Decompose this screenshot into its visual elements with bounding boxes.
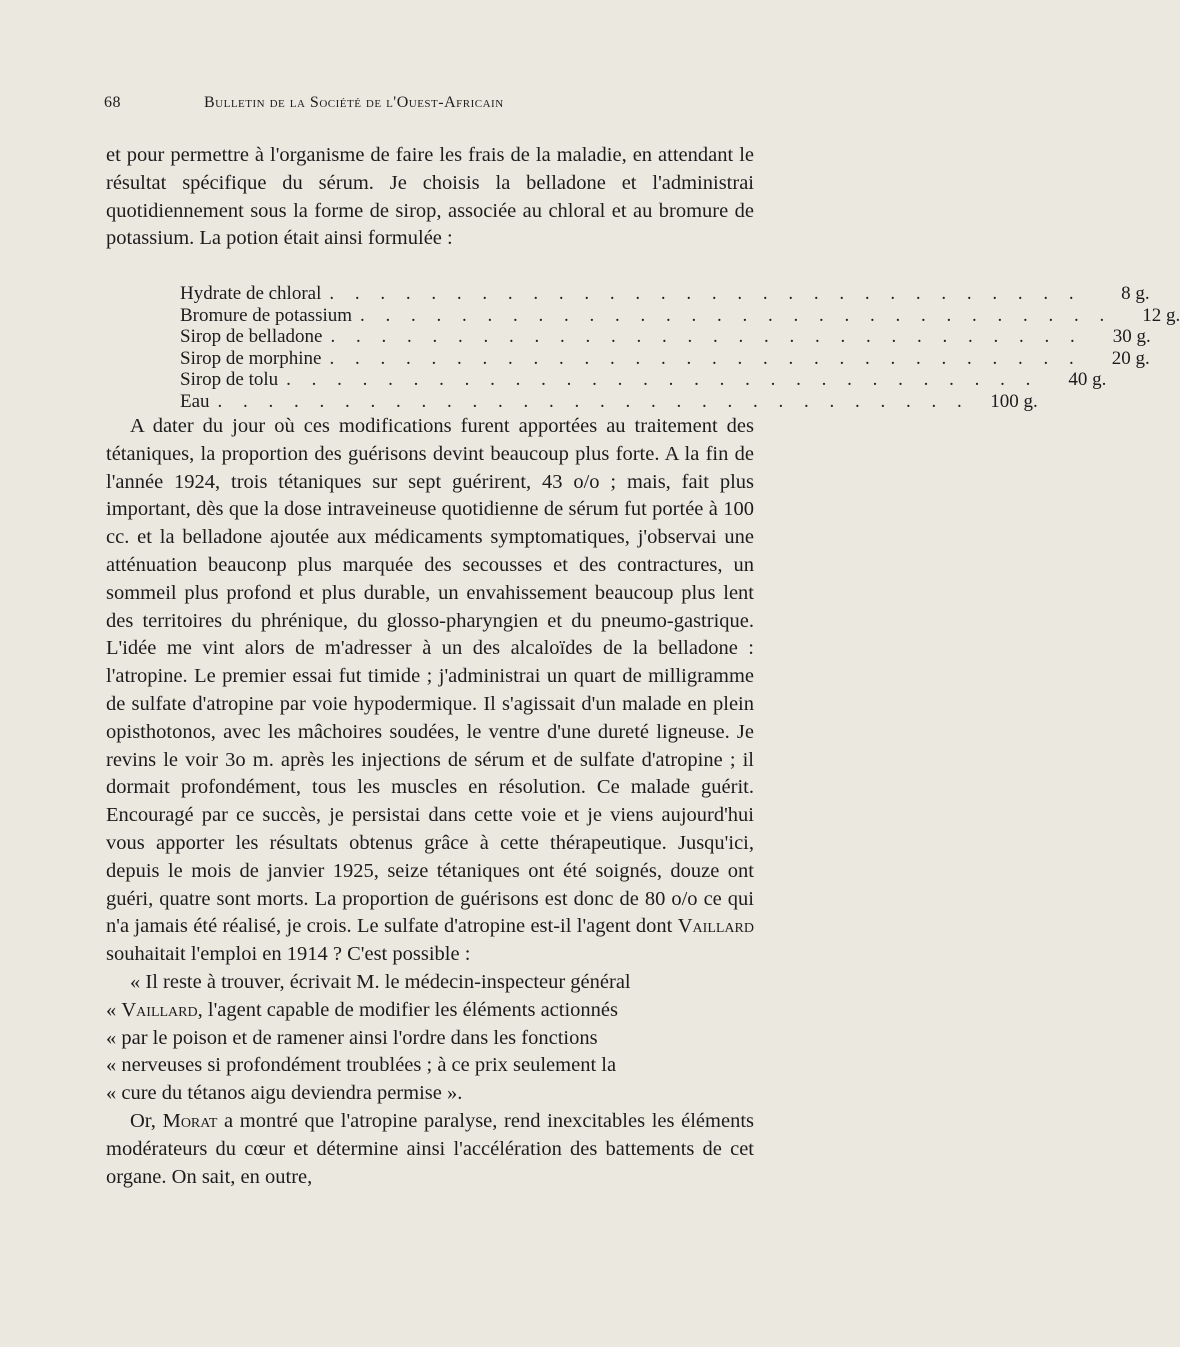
ingredient-name: Sirop de morphine — [180, 347, 322, 369]
ingredient-quantity: 20 g. — [1111, 347, 1150, 369]
dot-leader: . . . . . . . . . . . . . . . . . . . . . . . . . . . . . . — [217, 390, 970, 412]
main-paragraph: A dater du jour où ces modifications furent apportées au traitement des tétaniques, la proportion des guérisons devint beaucoup plus forte. A la fin de l'année 1924, trois tétaniques sur sept guérirent, 43 o/o ; mais, fait plus important, dès que la dose intraveineuse quotidienne de sérum fut portée à 100 cc. et la belladone ajoutée aux médicaments symptomatiques, j'observai une atténuation beauconp plus marquée des secousses et des contractures, un sommeil plus profond et plus durable, un envahissement beaucoup plus lent des territoires du phrénique, du glosso-pharyngien et du pneumo-gastrique. L'idée me vint alors de m'adresser à un des alcaloïdes de la belladone : l'atropine. Le premier essai fut timide ; j'administrai un quart de milligramme de sulfate d'atropine par voie hypodermique. Il s'agissait d'un malade en plein opisthotonos, avec les mâchoires soudées, le ventre d'une dureté ligneuse. Je revins le voir 3o m. après les injections de sérum et de sulfate d'atropine ; il dormait profondément, tous les muscles en résolution. Ce malade guérit. Encouragé par ce succès, je persistai dans cette voie et je viens aujourd'hui vous apporter les résultats obtenus grâce à cette thérapeutique. Jusqu'ici, depuis le mois de janvier 1925, seize tétaniques ont été soignés, douze ont guéri, quatre sont morts. La proportion de guérisons est donc de 80 o/o ce qui n'a jamais été réalisé, je crois. Le sulfate d'atropine est-il l'agent dont Vaillard souhaitait l'emploi en 1914 ? C'est possible : — [106, 415, 754, 966]
formula-row — [180, 283, 1150, 305]
ingredient-quantity: 12 g. — [1142, 304, 1180, 326]
quote-block: « Il reste à trouver, écrivait M. le médecin-inspecteur général « Vaillard, l'agent capable de modifier les éléments actionnés « par le poison et de ramener ainsi l'ordre dans les fonctions « nerveuses si profondément troublées ; à ce prix seulement la « cure du tétanos aigu deviendra permise ». — [106, 970, 631, 1105]
ingredient-quantity: 100 g. — [990, 390, 1038, 412]
dot-leader: . . . . . . . . . . . . . . . . . . . . . . . . . . . . . . — [329, 347, 1082, 369]
text-body — [106, 142, 754, 253]
quote-line: , l'agent capable de modifier les éléments actionnés — [197, 998, 618, 1021]
ingredient-quantity: 30 g. — [1112, 326, 1151, 347]
quote-line: « Il reste à trouver, écrivait M. le médecin-inspecteur général — [130, 970, 631, 993]
dot-leader: . . . . . . . . . . . . . . . . . . . . . . . . . . . . . . — [286, 369, 1039, 390]
formula-row — [180, 304, 1180, 327]
ingredient-name: Sirop de tolu — [180, 369, 279, 390]
ingredient-name: Bromure de potassium — [180, 304, 353, 326]
dot-leader: . . . . . . . . . . . . . . . . . . . . . . . . . . . . . . — [360, 304, 1113, 326]
ingredient-name: Sirop de belladone — [180, 326, 323, 347]
formula-row — [180, 326, 1151, 348]
dot-leader: . . . . . . . . . . . . . . . . . . . . . . . . . . . . . . — [329, 283, 1082, 304]
quote-line: « nerveuses si profondément troublées ; à ce prix seulement la — [106, 1054, 617, 1077]
potion-formula — [180, 283, 1180, 412]
ingredient-name: Eau — [180, 390, 210, 412]
text-body-continued — [106, 413, 754, 1191]
ingredient-quantity: 40 g. — [1068, 369, 1107, 390]
formula-row — [180, 347, 1150, 370]
quote-line: « par le poison et de ramener ainsi l'ordre dans les fonctions — [106, 1026, 598, 1049]
intro-paragraph: et pour permettre à l'organisme de faire les frais de la maladie, en attendant le résultat spécifique du sérum. Je choisis la belladone et l'administrai quotidiennement sous la forme de sirop, associée au chloral et au bromure de potassium. La potion était ainsi formulée : — [106, 144, 754, 250]
formula-row — [180, 369, 1107, 391]
dot-leader: . . . . . . . . . . . . . . . . . . . . . . . . . . . . . . — [330, 326, 1083, 347]
page-number: 68 — [104, 94, 121, 111]
running-title: Bulletin de la Société de l'Ouest-Africain — [204, 94, 504, 111]
quote-line: « cure du tétanos aigu deviendra permise ». — [106, 1082, 463, 1105]
author-name-morat: Morat — [162, 1109, 218, 1132]
ingredient-quantity: 8 g. — [1121, 283, 1150, 304]
last-paragraph: Or, Morat a montré que l'atropine paralyse, rend inexcitables les éléments modérateurs du cœur et détermine ainsi l'accélération des battements de cet organe. On sait, en outre, — [106, 1109, 754, 1188]
formula-row — [180, 390, 1038, 413]
ingredient-name: Hydrate de chloral — [180, 283, 322, 304]
author-name-vaillard: Vaillard — [121, 998, 198, 1021]
author-name-vaillard: Vaillard — [677, 915, 754, 938]
